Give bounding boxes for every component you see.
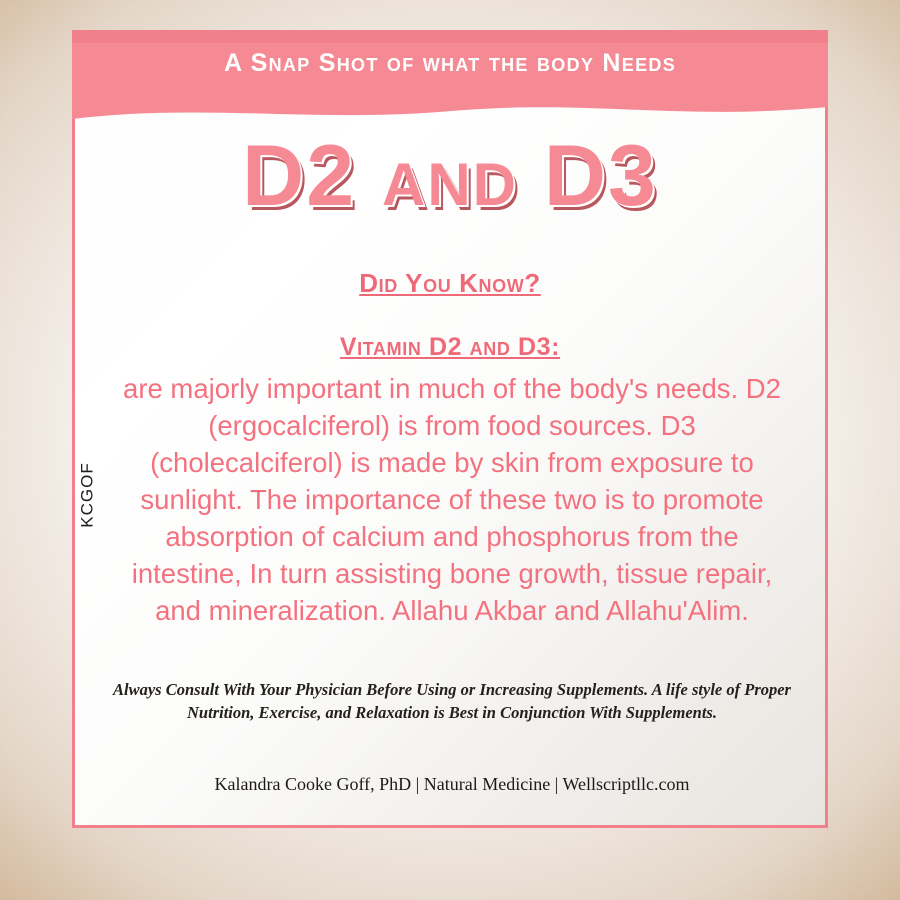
did-you-know-heading: Did You Know? xyxy=(359,268,541,298)
author-credit: Kalandra Cooke Goff, PhD | Natural Medicine | Wellscriptllc.com xyxy=(214,774,690,794)
section-subheading: Vitamin D2 and D3: xyxy=(339,333,561,361)
side-watermark-label: KCGOF xyxy=(78,462,98,528)
top-banner xyxy=(72,33,828,125)
body-paragraph: are majorly important in much of the body's needs. D2 (ergocalciferol) is from food sources. D3 (cholecalciferol) is made by skin from exposure to sunlight. The importance of these two is to promote absorption of calcium and phosphorus from the intestine, In turn assisting bone growth, tissue repair, and mineralization. Allahu Akbar and Allahu'Alim. xyxy=(123,373,781,626)
page-title: D2 and D3 xyxy=(242,128,658,224)
banner-ribbon-shape xyxy=(72,33,828,125)
banner-title: A Snap Shot of what the body Needs xyxy=(223,49,676,77)
disclaimer-text: Always Consult With Your Physician Before Using or Increasing Supplements. A life style of Proper Nutrition, Exercise, and Relaxation is Best in Conjunction With Supplements. xyxy=(113,680,791,722)
side-watermark xyxy=(74,430,102,560)
